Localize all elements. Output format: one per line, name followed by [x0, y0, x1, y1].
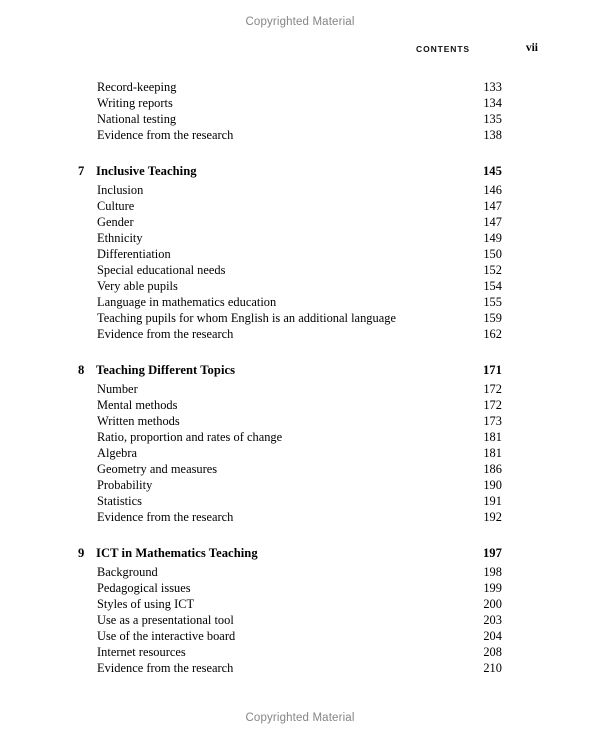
toc-entry-title: Gender — [97, 215, 134, 229]
toc-entry-page-number: 147 — [483, 215, 502, 229]
page-folio-number: vii — [525, 42, 538, 54]
toc-entry-page-number: 204 — [483, 629, 502, 643]
toc-entry-page-number: 191 — [483, 494, 502, 508]
toc-entry-row[interactable] — [78, 660, 502, 676]
toc-entry-title: Use as a presentational tool — [97, 613, 234, 627]
toc-entry-title: Algebra — [97, 446, 138, 460]
toc-entry-page-number: 147 — [483, 199, 502, 213]
toc-entry-title: Writing reports — [97, 96, 173, 110]
toc-entry-title: Differentiation — [97, 247, 171, 261]
toc-chapter-number: 9 — [78, 546, 85, 560]
toc-entry-page-number: 133 — [483, 80, 502, 94]
toc-entry-title: Internet resources — [97, 645, 186, 659]
toc-entry-page-number: 190 — [483, 478, 502, 492]
toc-entry-page-number: 172 — [483, 398, 502, 412]
toc-entry-row[interactable] — [78, 381, 502, 397]
toc-entry-row[interactable] — [78, 79, 502, 95]
toc-entry-page-number: 210 — [483, 661, 502, 675]
toc-chapter-page-number: 197 — [482, 546, 502, 560]
toc-entry-title: Evidence from the research — [97, 128, 234, 142]
toc-entry-page-number: 172 — [483, 382, 502, 396]
toc-entry-row[interactable] — [78, 111, 502, 127]
toc-chapter-title: Teaching Different Topics — [96, 363, 236, 377]
toc-entry-row[interactable] — [78, 413, 502, 429]
toc-entry-page-number: 203 — [483, 613, 502, 627]
toc-chapter-number: 8 — [78, 363, 85, 377]
toc-entry-page-number: 186 — [483, 462, 502, 476]
toc-chapter-page-number: 145 — [482, 164, 502, 178]
toc-entry-title: Styles of using ICT — [97, 597, 195, 611]
toc-entry-title: Number — [97, 382, 138, 396]
toc-entry-row[interactable] — [78, 477, 502, 493]
running-head — [78, 44, 538, 60]
toc-entry-page-number: 150 — [483, 247, 502, 261]
toc-entry-row[interactable] — [78, 612, 502, 628]
toc-entry-page-number: 173 — [483, 414, 502, 428]
toc-entry-page-number: 134 — [483, 96, 502, 110]
toc-entry-row[interactable] — [78, 628, 502, 644]
toc-entry-title: Evidence from the research — [97, 510, 234, 524]
toc-entry-title: Very able pupils — [97, 279, 178, 293]
toc-entry-row[interactable] — [78, 230, 502, 246]
running-head-label: CONTENTS — [416, 44, 470, 54]
toc-entry-page-number: 138 — [483, 128, 502, 142]
toc-chapter-number: 7 — [78, 164, 85, 178]
toc-entry-page-number: 154 — [483, 279, 502, 293]
toc-entry-row[interactable] — [78, 246, 502, 262]
toc-entry-page-number: 135 — [483, 112, 502, 126]
toc-entry-page-number: 181 — [483, 430, 502, 444]
toc-entry-row[interactable] — [78, 596, 502, 612]
toc-entry-row[interactable] — [78, 182, 502, 198]
toc-entry-row[interactable] — [78, 580, 502, 596]
toc-entry-row[interactable] — [78, 262, 502, 278]
table-of-contents — [78, 79, 502, 676]
toc-group — [78, 545, 502, 676]
toc-group — [78, 362, 502, 525]
toc-entry-page-number: 208 — [483, 645, 502, 659]
toc-entry-row[interactable] — [78, 397, 502, 413]
toc-entry-title: Language in mathematics education — [97, 295, 277, 309]
toc-entry-page-number: 198 — [483, 565, 502, 579]
toc-entry-title: Evidence from the research — [97, 327, 234, 341]
toc-entry-page-number: 162 — [483, 327, 502, 341]
toc-chapter-title: ICT in Mathematics Teaching — [96, 546, 258, 560]
toc-entry-title: Evidence from the research — [97, 661, 234, 675]
toc-entry-title: Record-keeping — [97, 80, 177, 94]
toc-entry-title: Probability — [97, 478, 153, 492]
toc-entry-row[interactable] — [78, 127, 502, 143]
toc-entry-title: Pedagogical issues — [97, 581, 191, 595]
toc-entry-page-number: 146 — [483, 183, 502, 197]
toc-entry-title: Use of the interactive board — [97, 629, 236, 643]
toc-chapter-row[interactable] — [78, 163, 502, 179]
toc-chapter-row[interactable] — [78, 362, 502, 378]
toc-entry-row[interactable] — [78, 445, 502, 461]
toc-entry-title: Statistics — [97, 494, 142, 508]
toc-entry-row[interactable] — [78, 214, 502, 230]
toc-entry-row[interactable] — [78, 310, 502, 326]
toc-chapter-row[interactable] — [78, 545, 502, 561]
toc-entry-title: Ethnicity — [97, 231, 143, 245]
toc-entry-page-number: 192 — [483, 510, 502, 524]
toc-chapter-page-number: 171 — [482, 363, 502, 377]
toc-entry-row[interactable] — [78, 564, 502, 580]
toc-entry-page-number: 199 — [483, 581, 502, 595]
toc-entry-page-number: 155 — [483, 295, 502, 309]
toc-chapter-title: Inclusive Teaching — [96, 164, 197, 178]
toc-entry-row[interactable] — [78, 278, 502, 294]
toc-entry-title: National testing — [97, 112, 177, 126]
toc-entry-page-number: 181 — [483, 446, 502, 460]
copyright-watermark-bottom: Copyrighted Material — [245, 712, 355, 724]
toc-entry-page-number: 200 — [483, 597, 502, 611]
toc-entry-title: Inclusion — [97, 183, 144, 197]
toc-entry-row[interactable] — [78, 429, 502, 445]
toc-entry-row[interactable] — [78, 198, 502, 214]
toc-entry-row[interactable] — [78, 509, 502, 525]
copyright-watermark-top: Copyrighted Material — [245, 16, 355, 28]
toc-entry-page-number: 152 — [483, 263, 502, 277]
toc-entry-row[interactable] — [78, 644, 502, 660]
toc-entry-page-number: 159 — [483, 311, 502, 325]
toc-entry-row[interactable] — [78, 461, 502, 477]
toc-entry-title: Culture — [97, 199, 135, 213]
toc-entry-title: Geometry and measures — [97, 462, 218, 476]
toc-entry-title: Special educational needs — [97, 263, 226, 277]
toc-entry-row[interactable] — [78, 294, 502, 310]
toc-entry-row[interactable] — [78, 326, 502, 342]
toc-entry-title: Mental methods — [97, 398, 178, 412]
toc-group — [78, 79, 502, 143]
toc-entry-row[interactable] — [78, 95, 502, 111]
toc-group — [78, 163, 502, 342]
toc-entry-title: Ratio, proportion and rates of change — [97, 430, 283, 444]
toc-entry-row[interactable] — [78, 493, 502, 509]
toc-entry-title: Written methods — [97, 414, 180, 428]
toc-entry-page-number: 149 — [483, 231, 502, 245]
toc-entry-title: Teaching pupils for whom English is an additional language — [97, 311, 396, 325]
toc-entry-title: Background — [97, 565, 158, 579]
